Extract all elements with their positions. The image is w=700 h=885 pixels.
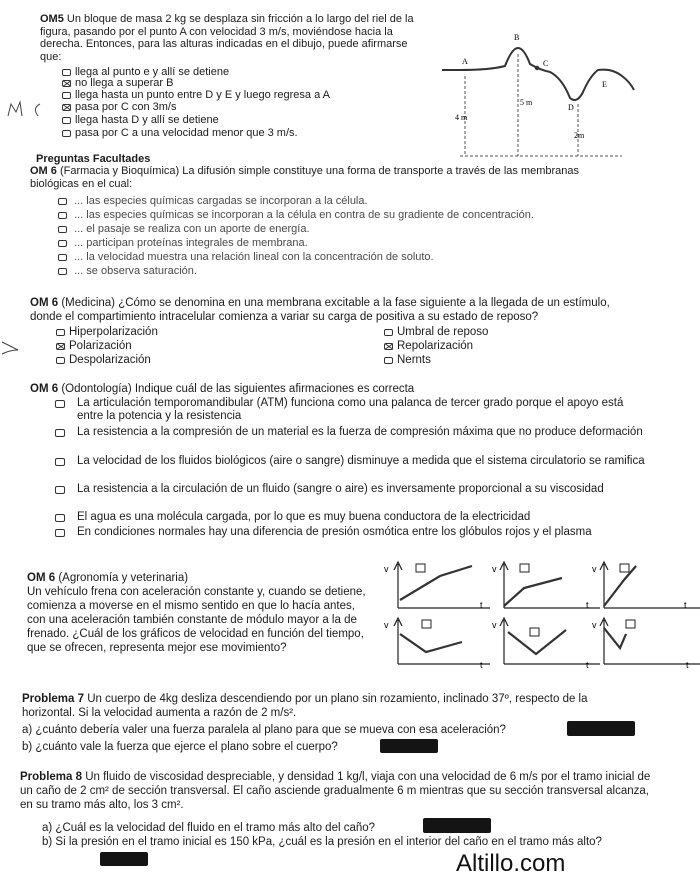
problema7-a: a) ¿cuánto debería valer una fuerza paralela al plano para que se mueva con esa aceleración? <box>22 724 506 736</box>
label-height-b: 5 m <box>520 98 533 107</box>
option-label: Repolarización <box>397 340 474 352</box>
medicina-option-5[interactable] <box>384 339 473 353</box>
odontologia-option-5[interactable] <box>55 511 645 524</box>
answer-checkbox[interactable] <box>422 620 431 628</box>
odontologia-option-2[interactable] <box>55 426 645 439</box>
redaction-block <box>567 721 635 736</box>
handwritten-mark-icon <box>4 98 54 120</box>
medicina-question <box>30 296 640 324</box>
agronomia-title: (Agronomía y veterinaria) <box>58 572 189 584</box>
farmacia-option-3[interactable] <box>58 223 310 236</box>
redaction-block <box>380 739 438 753</box>
option-label: La resistencia a la compresión de un material es la fuerza de compresión máxima que no produce deformación <box>77 426 643 438</box>
problema7-text: Un cuerpo de 4kg desliza descendiendo por un plano sin rozamiento, inclinado 37º, respecto de la horizontal. Si la velocidad aumenta a razón de 2 m/s². <box>22 693 588 719</box>
farmacia-option-1[interactable] <box>58 195 368 208</box>
medicina-option-6[interactable] <box>384 353 431 367</box>
option-label: no llega a superar B <box>75 77 174 89</box>
vt-graph-6[interactable] <box>590 614 700 670</box>
odontologia-option-4[interactable] <box>55 483 645 496</box>
option-label: llega hasta D y allí se detiene <box>75 114 219 126</box>
axis-label-t: t <box>586 660 589 670</box>
answer-checkbox[interactable] <box>416 564 425 572</box>
checkbox[interactable] <box>56 357 65 364</box>
agronomia-text: Un vehículo frena con aceleración constante y, cuando se detiene, comienza a moverse en el mismo sentido en que lo hacía antes, con una aceleración también constante de módulo mayor a la de frenado. ¿Cuál de los gráficos de velocidad en función del tiempo, que se ofrecen, representa mejor ese movimiento? <box>27 586 366 654</box>
label-b: B <box>514 33 520 42</box>
om5-option-4[interactable] <box>62 101 177 114</box>
problema7-title: Problema 7 <box>22 693 84 705</box>
label-e: E <box>602 80 607 89</box>
option-label: La resistencia a la circulación de un fluido (sangre o aire) es inversamente proporcional a su viscosidad <box>77 483 604 495</box>
facultades-heading: Preguntas Facultades <box>36 153 151 165</box>
axis-label-t: t <box>686 660 689 670</box>
checkbox[interactable] <box>58 240 67 247</box>
checkbox-checked[interactable] <box>384 343 393 350</box>
option-label: ... participan proteínas integrales de membrana. <box>74 237 308 249</box>
axis-label-t: t <box>684 600 687 610</box>
medicina-option-3[interactable] <box>56 353 151 367</box>
checkbox[interactable] <box>55 429 65 437</box>
problema8 <box>20 770 660 812</box>
checkbox[interactable] <box>56 329 65 336</box>
checkbox[interactable] <box>62 117 71 124</box>
checkbox[interactable] <box>55 400 65 408</box>
checkbox[interactable] <box>384 329 393 336</box>
checkbox-checked[interactable] <box>56 343 65 350</box>
option-label: Umbral de reposo <box>397 326 489 338</box>
label-a: A <box>462 57 468 66</box>
farmacia-option-2[interactable] <box>58 209 534 222</box>
checkbox[interactable] <box>58 268 67 275</box>
option-label: La velocidad de los fluidos biológicos (aire o sangre) disminuye a medida que el sistema circulatorio se ramifica <box>77 455 645 467</box>
medicina-option-2[interactable] <box>56 339 132 353</box>
medicina-option-1[interactable] <box>56 325 158 339</box>
axis-label-t: t <box>480 600 483 610</box>
option-label: Polarización <box>69 340 132 352</box>
axis-label-v: v <box>592 620 597 630</box>
problema8-text: Un fluido de viscosidad despreciable, y densidad 1 kg/l, viaja con una velocidad de 6 m/s por el tramo inicial de un caño de 2 cm² de sección transversal. El caño asciende gradualmente 6 m mientras que su sección transversal alcanza, en su tramo más alto, los 3 cm². <box>20 771 651 811</box>
farmacia-question <box>30 165 580 190</box>
option-label: ... se observa saturación. <box>74 265 197 277</box>
option-label: Nernts <box>397 354 431 366</box>
farmacia-option-4[interactable] <box>58 237 308 250</box>
checkbox[interactable] <box>55 529 65 537</box>
odontologia-question <box>30 382 630 396</box>
axis-label-v: v <box>592 564 597 574</box>
option-label: ... el pasaje se realiza con un aporte de energía. <box>74 223 310 235</box>
checkbox[interactable] <box>384 357 393 364</box>
option-label: El agua es una molécula cargada, por lo que es muy buena conductora de la electricidad <box>77 511 531 523</box>
answer-checkbox[interactable] <box>520 564 529 572</box>
checkbox[interactable] <box>58 226 67 233</box>
option-label: llega hasta un punto entre D y E y luego regresa a A <box>75 89 330 101</box>
farmacia-number: OM 6 <box>30 165 57 177</box>
option-label: Despolarización <box>69 354 151 366</box>
axis-label-v: v <box>492 564 497 574</box>
axis-label-v: v <box>492 620 497 630</box>
problema8-b: b) Si la presión en el tramo inicial es 150 kPa, ¿cuál es la presión en el interior del caño en el tramo más alto? <box>42 836 602 848</box>
vt-graph-1[interactable] <box>380 558 490 614</box>
option-label: llega al punto e y allí se detiene <box>75 66 230 78</box>
axis-label-t: t <box>586 600 589 610</box>
option-label: ... las especies químicas se incorporan a la célula en contra de su gradiente de concentración. <box>74 209 534 221</box>
odontologia-number: OM 6 <box>30 383 59 395</box>
odontologia-option-3[interactable] <box>55 455 645 468</box>
odontologia-option-6[interactable] <box>55 526 645 539</box>
odontologia-text: (Odontología) Indique cuál de las siguientes afirmaciones es correcta <box>61 383 415 395</box>
redaction-block <box>423 818 491 833</box>
watermark-logo[interactable]: Altillo.com <box>456 850 566 877</box>
vt-graph-2[interactable] <box>490 558 600 614</box>
medicina-number: OM 6 <box>30 297 59 309</box>
agronomia-question <box>27 571 367 655</box>
checkbox[interactable] <box>62 69 71 76</box>
checkbox[interactable] <box>58 198 67 205</box>
point-c-marker <box>535 66 539 70</box>
option-label: pasa por C con 3m/s <box>75 101 177 113</box>
farmacia-option-6[interactable] <box>58 265 197 278</box>
checkbox-checked[interactable] <box>62 104 71 111</box>
checkbox[interactable] <box>62 130 71 137</box>
om5-option-3[interactable] <box>62 89 330 102</box>
vt-graph-4[interactable] <box>380 614 490 670</box>
odontologia-option-1[interactable] <box>55 397 645 423</box>
problema8-a: a) ¿Cuál es la velocidad del fluido en el tramo más alto del caño? <box>42 822 376 834</box>
option-label: La articulación temporomandibular (ATM) funciona como una palanca de tercer grado porque el apoyo está entre la potencia y la resistencia <box>77 397 624 422</box>
handwritten-arrow-icon <box>0 338 22 358</box>
om5-option-6[interactable] <box>62 127 298 140</box>
label-d: D <box>568 103 574 112</box>
problema7 <box>22 692 642 720</box>
option-label: ... las especies químicas cargadas se incorporan a la célula. <box>74 195 368 207</box>
answer-checkbox[interactable] <box>626 620 635 628</box>
medicina-option-4[interactable] <box>384 325 488 339</box>
checkbox[interactable] <box>58 254 67 261</box>
problema8-title: Problema 8 <box>20 771 82 783</box>
label-height-d: 2m <box>574 131 585 140</box>
farmacia-option-5[interactable] <box>58 251 434 264</box>
farmacia-text: (Farmacia y Bioquímica) La difusión simple constituye una forma de transporte a través de las membranas biológicas en el cual: <box>30 165 580 190</box>
redaction-block <box>100 852 148 866</box>
agronomia-number: OM 6 <box>27 572 56 584</box>
label-height-a: 4 m <box>455 113 468 122</box>
option-label: En condiciones normales hay una diferencia de presión osmótica entre los glóbulos rojos y el plasma <box>77 526 592 538</box>
checkbox[interactable] <box>55 486 65 494</box>
checkbox[interactable] <box>55 514 65 522</box>
checkbox[interactable] <box>58 212 67 219</box>
axis-label-t: t <box>480 660 483 670</box>
answer-checkbox[interactable] <box>530 628 539 636</box>
vt-graph-5[interactable] <box>490 614 600 670</box>
checkbox-checked[interactable] <box>62 80 71 87</box>
problema7-b: b) ¿cuánto vale la fuerza que ejerce el plano sobre el cuerpo? <box>22 741 338 753</box>
checkbox[interactable] <box>55 458 65 466</box>
answer-checkbox[interactable] <box>620 564 629 572</box>
om5-question <box>40 13 430 63</box>
om5-track-figure <box>440 28 690 163</box>
checkbox[interactable] <box>62 92 71 99</box>
medicina-text: (Medicina) ¿Cómo se denomina en una membrana excitable a la fase siguiente a la llegada de un estímulo, donde el compartimiento intracelular comienza a variar su carga de positiva a su estado de reposo? <box>30 297 610 323</box>
om5-number: OM5 <box>40 13 64 25</box>
option-label: pasa por C a una velocidad menor que 3 m/s. <box>75 127 298 139</box>
vt-graph-3[interactable] <box>590 558 700 614</box>
om5-option-5[interactable] <box>62 114 219 127</box>
option-label: ... la velocidad muestra una relación lineal con la concentración de soluto. <box>74 251 434 263</box>
axis-label-v: v <box>384 564 389 574</box>
option-label: Hiperpolarización <box>69 326 158 338</box>
om5-option-2[interactable] <box>62 77 173 90</box>
axis-label-v: v <box>384 620 389 630</box>
label-c: C <box>543 59 549 68</box>
om5-text: Un bloque de masa 2 kg se desplaza sin fricción a lo largo del riel de la figura, pasando por el punto A con velocidad 3 m/s, moviéndose hacia la derecha. Entonces, para las alturas indicadas en el dibujo, puede afirmarse que: <box>40 13 414 63</box>
